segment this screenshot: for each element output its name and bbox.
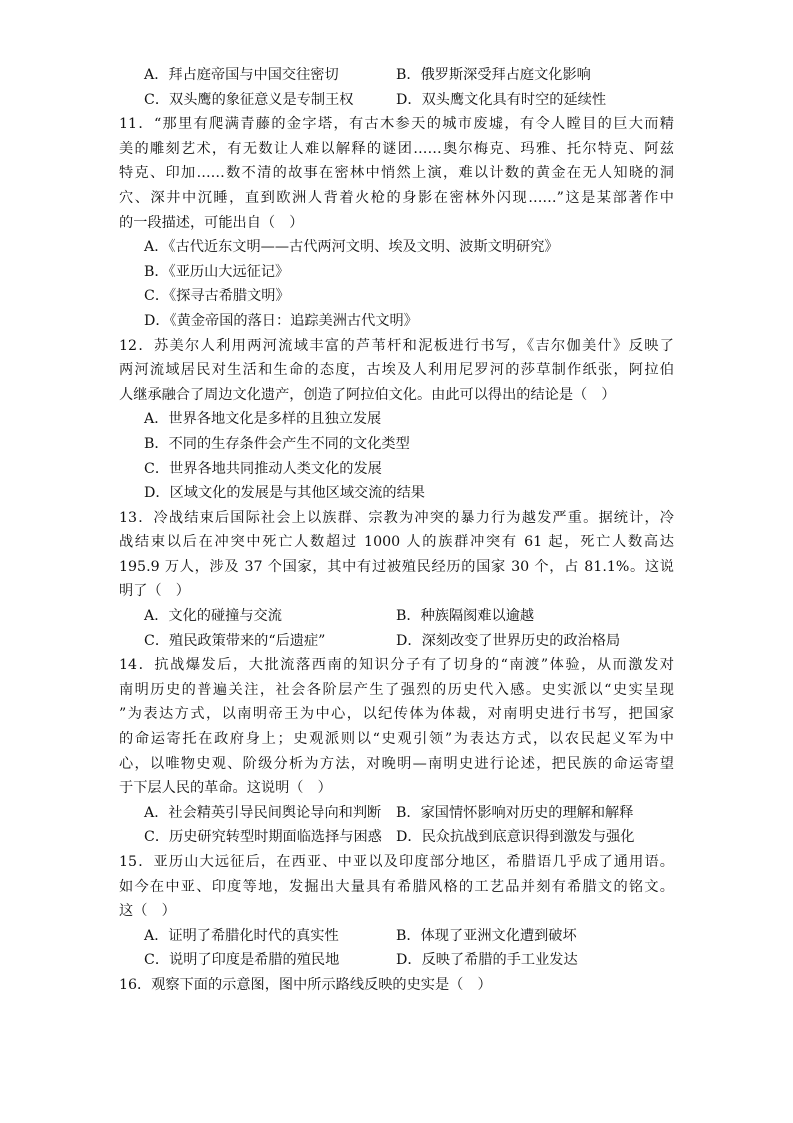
question-stem-line: 的一段描述，可能出自（ ）: [119, 214, 304, 231]
q14-options-row-2: [119, 825, 674, 850]
q12-option-a: A．世界各地文化是多样的且独立发展: [144, 411, 382, 428]
q14-option-b: B．家国情怀影响对历史的理解和解释: [396, 804, 634, 821]
q11-option-a: A．《古代近东文明——古代两河文明、埃及文明、波斯文明研究》: [144, 239, 559, 256]
question-content: [119, 63, 674, 998]
question-stem-line: 12．苏美尔人利用两河流域丰富的芦苇杆和泥板进行书写，《吉尔伽美什》反映了: [119, 337, 674, 354]
question-stem-line: 13．冷战结束后国际社会上以族群、宗教为冲突的暴力行为越发严重。据统计，冷: [119, 509, 674, 526]
q15-options-row-1: [119, 924, 674, 949]
q13-option-a: A．文化的碰撞与交流: [144, 608, 282, 625]
q12-option-b: B．不同的生存条件会产生不同的文化类型: [144, 435, 410, 452]
question-15: [119, 850, 674, 973]
q15-options-row-2: [119, 948, 674, 973]
question-stem-line: 人继承融合了周边文化遗产，创造了阿拉伯文化。由此可以得出的结论是（ ）: [119, 386, 616, 403]
question-13: [119, 506, 674, 654]
question-stem-line: 11．“那里有爬满青藤的金字塔，有古木参天的城市废墟，有令人瞠目的巨大而精: [119, 116, 674, 133]
question-stem-line: 南明历史的普遍关注，社会各阶层产生了强烈的历史代入感。史实派以“史实呈现: [119, 681, 674, 698]
q11-option-d: D．《黄金帝国的落日：追踪美洲古代文明》: [144, 312, 418, 329]
q10-option-d: D．双头鹰文化具有时空的延续性: [396, 91, 607, 108]
question-stem-line: 15．亚历山大远征后，在西亚、中亚以及印度部分地区，希腊语几乎成了通用语。: [119, 854, 674, 870]
question-stem-line: 的命运寄托在政府身上；史观派则以“史观引领”为表达方式，以农民起义军为中: [119, 731, 674, 748]
question-stem-line: ”为表达方式，以南明帝王为中心，以纪传体为体裁，对南明史进行书写，把国家: [119, 706, 674, 723]
question-stem-line: 特克、印加……数不清的故事在密林中悄然上演，难以计数的黄金在无人知晓的洞: [119, 165, 674, 182]
question-11: [119, 112, 674, 333]
question-stem-line: 如今在中亚、印度等地，发掘出大量具有希腊风格的工艺品并刻有希腊文的铭文。: [119, 878, 674, 895]
question-stem-line: 两河流域居民对生活和生命的态度，古埃及人利用尼罗河的莎草制作纸张，阿拉伯: [119, 362, 674, 379]
q13-options-row-1: [119, 604, 674, 629]
q10-option-a: A．拜占庭帝国与中国交往密切: [144, 67, 339, 83]
question-stem-line: 于下层人民的革命。这说明（ ）: [119, 780, 332, 797]
q10-option-b: B．俄罗斯深受拜占庭文化影响: [396, 67, 591, 83]
question-12: [119, 334, 674, 506]
q10-options-row-2: [119, 88, 674, 113]
q13-option-c: C．殖民政策带来的“后遗症”: [144, 632, 326, 649]
q12-option-d: D．区域文化的发展是与其他区域交流的结果: [144, 485, 425, 502]
question-stem-line: 195.9 万人，涉及 37 个国家，其中有过被殖民经历的国家 30 个，占 81.1%。这说: [119, 558, 674, 575]
question-stem-line: 穴、深井中沉睡，直到欧洲人背着火枪的身影在密林外闪现……”这是某部著作中: [119, 189, 674, 206]
q13-option-d: D．深刻改变了世界历史的政治格局: [396, 632, 621, 649]
q14-option-d: D．民众抗战到底意识得到激发与强化: [396, 829, 635, 846]
question-stem-line: 这（ ）: [119, 903, 176, 920]
question-stem-line: 心，以唯物史观、阶级分析为方法，对晚明—南明史进行论述，把民族的命运寄望: [119, 755, 674, 772]
question-stem-line: 明了（ ）: [119, 583, 190, 600]
q14-option-c: C．历史研究转型时期面临选择与困惑: [144, 829, 382, 846]
q13-options-row-2: [119, 629, 674, 654]
question-stem-line: 14．抗战爆发后，大批流落西南的知识分子有了切身的“南渡”体验，从而激发对: [119, 657, 674, 674]
q14-option-a: A．社会精英引导民间舆论导向和判断: [144, 804, 382, 821]
question-14: [119, 653, 674, 850]
q15-option-a: A．证明了希腊化时代的真实性: [144, 927, 339, 944]
question-stem-line: 16．观察下面的示意图，图中所示路线反映的史实是（ ）: [119, 976, 492, 993]
q15-option-d: D．反映了希腊的手工业发达: [396, 952, 578, 969]
q13-option-b: B．种族隔阂难以逾越: [396, 608, 535, 625]
q10-options-row-1: [119, 63, 674, 88]
q15-option-b: B．体现了亚洲文化遭到破坏: [396, 927, 577, 944]
q14-options-row-1: [119, 801, 674, 826]
question-16: [119, 973, 674, 998]
q11-option-c: C．《探寻古希腊文明》: [144, 288, 290, 305]
q15-option-c: C．说明了印度是希腊的殖民地: [144, 952, 340, 969]
q12-option-c: C．世界各地共同推动人类文化的发展: [144, 460, 382, 477]
q11-option-b: B．《亚历山大远征记》: [144, 263, 290, 280]
question-stem-line: 美的雕刻艺术，有无数让人难以解释的谜团……奥尔梅克、玛雅、托尔特克、阿兹: [119, 140, 674, 157]
question-stem-line: 战结束以后在冲突中死亡人数超过 1000 人的族群冲突有 61 起，死亡人数高达: [119, 534, 674, 551]
q10-option-c: C．双头鹰的象征意义是专制王权: [144, 91, 354, 108]
